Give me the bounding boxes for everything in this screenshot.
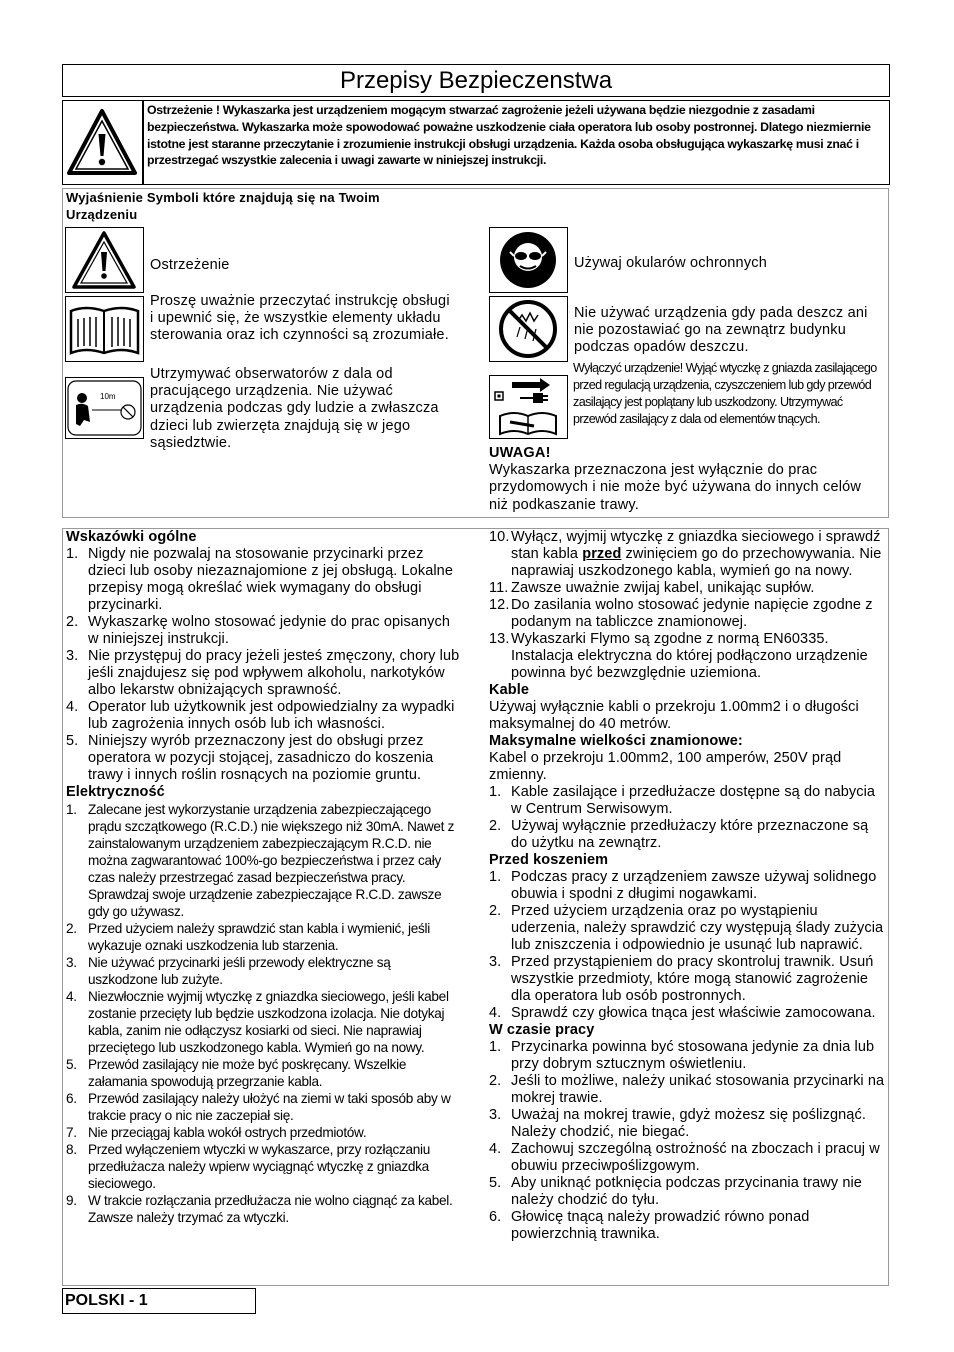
list-item-text: Przewód zasilający nie może być poskręcany. Wszelkie załamania spowodują przegrzanie kabla.: [88, 1057, 407, 1089]
list-item: [489, 529, 885, 580]
list-item-number: 5.: [66, 1057, 77, 1072]
list-item-number: 5.: [489, 1175, 502, 1191]
keep-bystanders-away-icon: [65, 377, 144, 439]
list-item-text: Kable zasilające i przedłużacze dostępne są do nabycia w Centrum Serwisowym.: [511, 784, 876, 817]
list-item-number: 3.: [66, 648, 79, 664]
list-item-text: Niezwłocznie wyjmij wtyczkę z gniazdka sieciowego, jeśli kabel zostanie przecięty lub będzie uszkodzona izolacja. Nie dotykaj kabla, zanim nie odłączysz kosiarki od sieci. Nie naprawiaj przeciętego lub uszkodzonego kabla. Wymień go na nowy.: [88, 989, 449, 1055]
list-item-text: Głowicę tnącą należy prowadzić równo ponad powierzchnią trawnika.: [511, 1209, 810, 1242]
unplug-icon: [489, 375, 568, 439]
goggles-icon: [489, 227, 568, 293]
list-item-number: 13.: [489, 631, 510, 647]
uwaga-heading: UWAGA!: [489, 445, 551, 461]
list-item-number: 1.: [489, 869, 502, 885]
list-item: [66, 920, 462, 954]
list-item: [489, 903, 885, 954]
list-item: [489, 597, 885, 631]
unplug-text: Wyłączyć urządzenie! Wyjąć wtyczkę z gniazda zasilającego przed regulacją urządzenia, czyszczeniem lub gdy przewód zasilający jest poplątany lub uszkodzony. Utrzymywać przewód zasilający z dala od elementów tnących.: [573, 361, 877, 426]
list-item-number: 2.: [489, 903, 502, 919]
list-item-text: Nie przeciągaj kabla wokół ostrych przedmiotów.: [88, 1125, 367, 1140]
list-item-text: Przed użyciem należy sprawdzić stan kabla i wymienić, jeśli wykazuje oznaki uszkodzenia lub starzenia.: [88, 921, 430, 953]
list-item: [489, 1107, 885, 1141]
list-item-text: Wykaszarkę wolno stosować jedynie do prac opisanych w niniejszej instrukcji.: [88, 614, 451, 647]
list-item: [489, 1039, 885, 1073]
list-item-number: 9.: [66, 1193, 77, 1208]
during-heading: W czasie pracy: [489, 1022, 595, 1038]
list-item-number: 3.: [489, 1107, 502, 1123]
list-item-text: Zachowuj szczególną ostrożność na zboczach i pracuj w obuwiu przeciwpoślizgowym.: [511, 1141, 880, 1174]
list-item: [66, 1090, 462, 1124]
list-item-number: 4.: [489, 1141, 502, 1157]
list-item: [66, 1124, 462, 1141]
list-item-number: 4.: [66, 699, 79, 715]
list-item: [66, 988, 462, 1056]
list-item-number: 6.: [489, 1209, 502, 1225]
list-item: [66, 546, 462, 614]
list-item-text: Do zasilania wolno stosować jedynie napięcie zgodne z podanym na tabliczce znamionowej.: [511, 597, 873, 630]
list-item-text: Aby uniknąć potknięcia podczas przycinania trawy nie należy chodzić do tyłu.: [511, 1175, 862, 1208]
electric-list: [66, 801, 462, 1226]
left-column: [66, 529, 462, 1226]
list-item: [489, 869, 885, 903]
general-heading: Wskazówki ogólne: [66, 529, 197, 545]
list-item-number: 2.: [66, 614, 79, 630]
cable-text: Używaj wyłącznie kabli o przekroju 1.00mm2 i o długości maksymalnej do 40 metrów.: [489, 699, 859, 732]
goggles-text: Używaj okularów ochronnych: [574, 255, 767, 271]
list-item-text: Uważaj na mokrej trawie, gdyż możesz się poślizgnąć. Należy chodzić, nie biegać.: [511, 1107, 866, 1140]
list-item: [489, 784, 885, 818]
list-item-number: 5.: [66, 733, 79, 749]
list-item-text: Nigdy nie pozwalaj na stosowanie przycinarki przez dzieci lub osoby niezaznajomione z jej obsługą. Lokalne przepisy mogą określać wiek wymagany do obsługi przycinarki.: [88, 546, 454, 613]
ratings-list: [489, 784, 885, 852]
list-item-number: 6.: [66, 1091, 77, 1106]
list-item: [489, 631, 885, 682]
list-item: [489, 1209, 885, 1243]
list-item-number: 4.: [66, 989, 77, 1004]
list-item-number: 7.: [66, 1125, 77, 1140]
warning-text: Ostrzeżenie ! Wykaszarka jest urządzeniem mogącym stwarzać zagrożenie jeżeli używana będzie niezgodnie z zasadami bezpieczeństwa. Wykaszarka może spowodować poważne uszkodzenie ciała operatora lub osoby postronnej. Dlatego niezmiernie istotne jest staranne przeczytanie i zrozumienie instrukcji obsługi urządzenia. Każda osoba obsługująca wykaszarkę musi znać i przestrzegać wszystkie zalecenia i uwagi zawarte w niniejszej instrukcji.: [143, 100, 890, 185]
list-item-number: 3.: [489, 954, 502, 970]
list-item: [66, 801, 462, 920]
warning-icon: [62, 100, 143, 185]
page-footer: POLSKI - 1: [62, 1288, 256, 1314]
list-item-text: Wykaszarki Flymo są zgodne z normą EN60335. Instalacja elektryczna do której podłączono urządzenie powinna być bezwzględnie uziemiona.: [511, 631, 868, 681]
list-item: [66, 733, 462, 784]
list-item: [489, 954, 885, 1005]
list-item-text: Nie używać przycinarki jeśli przewody elektryczne są uszkodzone lub zużyte.: [88, 955, 391, 987]
list-item-text: Zalecane jest wykorzystanie urządzenia zabezpieczającego prądu szczątkowego (R.C.D.) nie większego niż 30mA. Nawet z zainstalowanym urządzeniem zabezpieczającym R.C.D. nie można zagwarantować 100%-go bezpieczeństwa i przez cały czas należy przestrzegać zasad bezpieczeństwa pracy. Sprawdzaj swoje urządzenie zabezpieczające R.C.D. zawsze gdy go używasz.: [88, 802, 455, 919]
list-item-text: Podczas pracy z urządzeniem zawsze używaj solidnego obuwia i spodni z długimi nogawkami.: [511, 869, 877, 902]
list-item-number: 4.: [489, 1005, 502, 1021]
page-title: Przepisy Bezpieczenstwa: [62, 64, 890, 97]
list-item: [489, 1005, 885, 1022]
uwaga-text: Wykaszarka przeznaczona jest wyłącznie do prac przydomowych i nie może być używana do innych celów niż podkaszanie trawy.: [489, 462, 862, 513]
before-list: [489, 869, 885, 1022]
symbols-heading: Wyjaśnienie Symboli które znajdują się na Twoim Urządzeniu: [66, 190, 380, 222]
warning-symbol-label: Ostrzeżenie: [150, 257, 230, 273]
list-item-number: 8.: [66, 1142, 77, 1157]
list-item-number: 2.: [489, 818, 502, 834]
no-rain-icon: [489, 296, 568, 362]
list-item-text: W trakcie rozłączania przedłużacza nie wolno ciągnąć za kabel. Zawsze należy trzymać za wtyczki.: [88, 1193, 453, 1225]
list-item-text: Zawsze uważnie zwijaj kabel, unikając supłów.: [511, 580, 815, 596]
list-item-text: Sprawdź czy głowica tnąca jest właściwie zamocowana.: [511, 1005, 876, 1021]
list-item: [66, 699, 462, 733]
read-manual-icon: [65, 296, 144, 362]
list-item-text: Przewód zasilający należy ułożyć na ziemi w taki sposób aby w trakcie pracy o nic nie zaczepiał się.: [88, 1091, 451, 1123]
list-item: [489, 1141, 885, 1175]
list-item: [489, 1073, 885, 1107]
uwaga-note: [489, 445, 881, 514]
list-item-number: 1.: [66, 546, 79, 562]
list-item-text: Jeśli to możliwe, należy unikać stosowania przycinarki na mokrej trawie.: [511, 1073, 885, 1106]
list-item-number: 11.: [489, 580, 509, 596]
list-item: [66, 614, 462, 648]
distance-label: 10m: [100, 392, 116, 401]
list-item-text: Przed przystąpieniem do pracy skontroluj trawnik. Usuń wszystkie przedmioty, które mogą stanowić zagrożenie dla operatora lub osób postronnych.: [511, 954, 874, 1004]
list-item-text: Wyłącz, wyjmij wtyczkę z gniazdka sieciowego i sprawdź stan kabla przed zwinięciem go do przechowywania. Nie naprawiaj uszkodzonego kabla, wymień go na nowy.: [511, 529, 882, 579]
list-item-text: Przycinarka powinna być stosowana jedynie za dnia lub przy dobrym sztucznym oświetleniu.: [511, 1039, 875, 1072]
list-item-text: Niniejszy wyrób przeznaczony jest do obsługi przez operatora w pozycji stojącej, zasadniczo do koszenia trawy i innych roślin rosnących na poziomie gruntu.: [88, 733, 434, 783]
warning-symbol-icon: [65, 227, 144, 293]
list-item: [66, 1192, 462, 1226]
list-item: [66, 1141, 462, 1192]
list-item-number: 1.: [489, 784, 502, 800]
list-item: [66, 1056, 462, 1090]
list-item: [66, 954, 462, 988]
list-item: [489, 580, 885, 597]
before-heading: Przed koszeniem: [489, 852, 609, 868]
list-item-number: 2.: [66, 921, 77, 936]
ratings-text: Kabel o przekroju 1.00mm2, 100 amperów, 250V prąd zmienny.: [489, 750, 842, 783]
right-column: [489, 529, 885, 1243]
list-item-number: 3.: [66, 955, 77, 970]
list-item-text: Nie przystępuj do pracy jeżeli jesteś zmęczony, chory lub jeśli znajdujesz się pod wpływem alkoholu, narkotyków albo lekarstw obniżających sprawność.: [88, 648, 460, 698]
list-item-number: 12.: [489, 597, 510, 613]
emphasis-text: przed: [582, 546, 622, 562]
rain-text: Nie używać urządzenia gdy pada deszcz ani nie pozostawiać go na zewnątrz budynku podczas opadów deszczu.: [574, 305, 868, 356]
list-item: [66, 648, 462, 699]
list-item-number: 2.: [489, 1073, 502, 1089]
electric-heading: Elektryczność: [66, 784, 165, 800]
read-manual-text: Proszę uważnie przeczytać instrukcję obsługi i upewnić się, że wszystkie elementy układu sterowania oraz ich czynności są zrozumiałe.: [150, 293, 450, 344]
list-item-number: 1.: [489, 1039, 502, 1055]
cable-rules-list: [489, 529, 885, 682]
list-item: [489, 818, 885, 852]
during-list: [489, 1039, 885, 1243]
general-list: [66, 546, 462, 784]
list-item-text: Przed wyłączeniem wtyczki w wykaszarce, przy rozłączaniu przedłużacza należy wpierw wyciągnąć wtyczkę z gniazdka sieciowego.: [88, 1142, 431, 1191]
list-item-text: Przed użyciem urządzenia oraz po wystąpieniu uderzenia, należy sprawdzić czy występują ślady zużycia lub zniszczenia i odpowiednio je usunąć lub naprawić.: [511, 903, 884, 953]
list-item-number: 1.: [66, 802, 77, 817]
cable-heading: Kable: [489, 682, 529, 698]
list-item-text: Używaj wyłącznie przedłużaczy które przeznaczone są do użytku na zewnątrz.: [511, 818, 869, 851]
list-item: [489, 1175, 885, 1209]
ratings-heading: Maksymalne wielkości znamionowe:: [489, 733, 743, 749]
list-item-text: Operator lub użytkownik jest odpowiedzialny za wypadki lub zagrożenia innych osób lub ich własności.: [88, 699, 455, 732]
bystanders-text: Utrzymywać obserwatorów z dala od pracującego urządzenia. Nie używać urządzenia podczas gdy ludzie a zwłaszcza dzieci lub zwierzęta znajdują się w jego sąsiedztwie.: [150, 366, 439, 451]
list-item-number: 10.: [489, 529, 510, 545]
